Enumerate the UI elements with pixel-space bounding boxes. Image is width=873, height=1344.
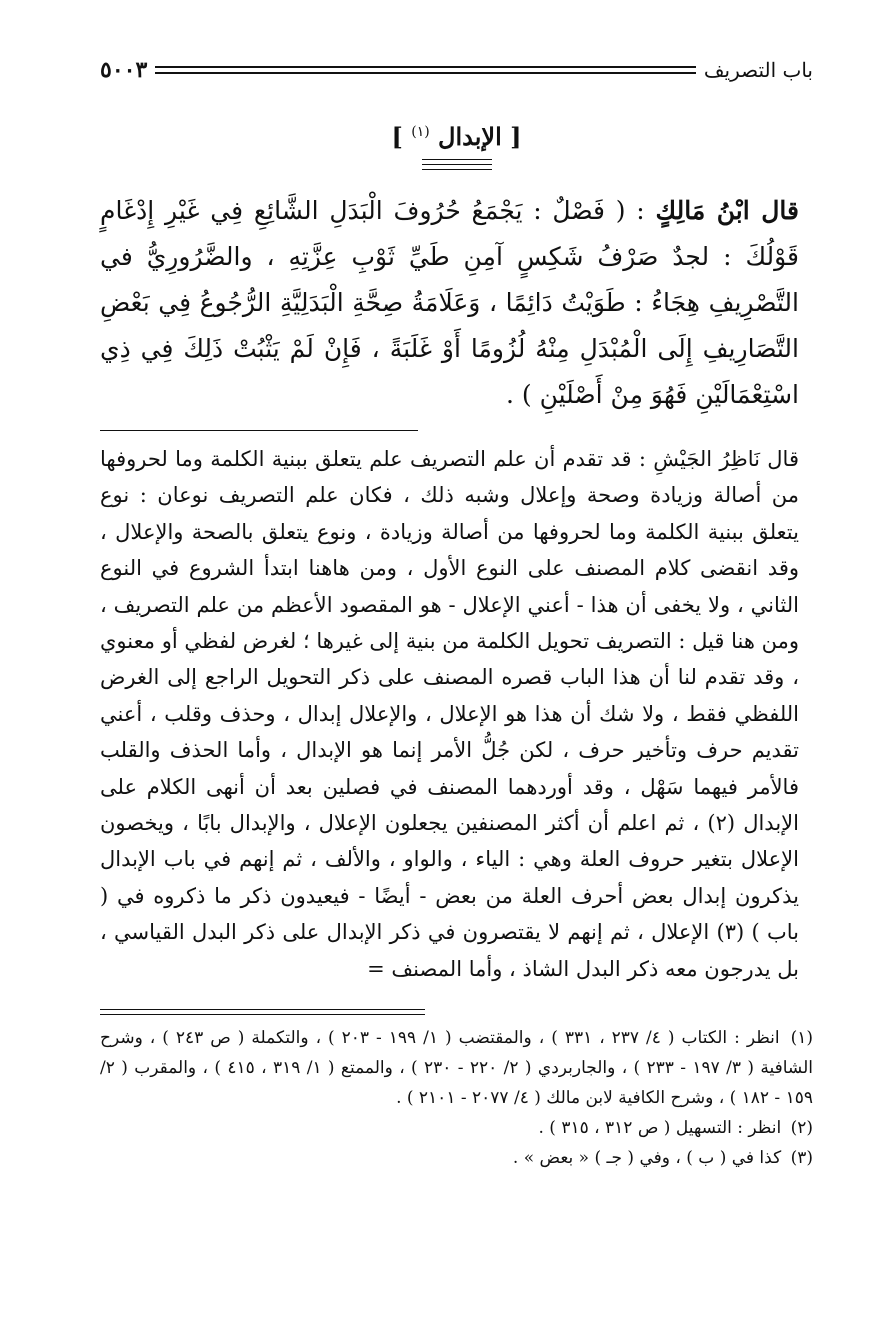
footnote-number: (٣) <box>790 1148 813 1169</box>
sharh-text-2: ، ثم اعلم أن أكثر المصنفين يجعلون الإعلال ، والإبدال بابًا ، ويخصون الإعلال بتغير حروف العلة وهي : الياء ، والواو ، والألف ، ثم إنهم في باب الإبدال يذكرون إبدال بعض أحرف العلة من بعض - أيضًا - فيعيدون ذكر ما ذكروه في ( باب ) <box>100 811 799 945</box>
header-rule <box>155 66 696 74</box>
sharh-text-3: الإعلال ، ثم إنهم لا يقتصرون في ذكر الإبدال على ذكر البدل القياسي ، بل يدرجون معه ذكر البدل الشاذ ، وأما المصنف = <box>100 920 799 981</box>
section-title-text: [ الإبدال <box>438 122 522 151</box>
chapter-title: باب التصريف <box>703 58 813 82</box>
footnote-1 <box>100 1023 813 1113</box>
footnote-text: انظر : الكتاب ( ٤/ ٢٣٧ ، ٣٣١ ) ، والمقتضب ( ١/ ١٩٩ - ٢٠٣ ) ، والتكملة ( ص ٢٤٣ ) ، وشرح الشافية ( ٣/ ١٩٧ - ٢٣٣ ) ، والجاربردي ( ٢/ ٢٢٠ - ٢٣٠ ) ، والممتع ( ١/ ٣١٩ ، ٤١٥ ) ، والمقرب ( ٢/ ١٥٩ - ١٨٢ ) ، وشرح الكافية لابن مالك ( ٤/ ٢٠٧٧ - ٢١٠١ ) . <box>100 1028 813 1109</box>
footnote-ref-3: (٣) <box>716 920 745 945</box>
section-title-bracket: ] <box>391 122 403 151</box>
matn-separator <box>100 430 418 431</box>
matn-speaker: قال ابْنُ مَالِكٍ <box>655 196 799 225</box>
book-page <box>100 52 813 1173</box>
sharh-text-1: : قد تقدم أن علم التصريف علم يتعلق ببنية الكلمة وما لحروفها من أصالة وزيادة وصحة وإعلال وشبه ذلك ، فكان علم التصريف نوعان : نوع يتعلق ببنية الكلمة وما لحروفها من أصالة وزيادة ، ونوع يتعلق بالصحة والإعلال ، وقد انقضى كلام المصنف على النوع الأول ، ومن هاهنا ابتدأ الشروع في النوع الثاني ، ولا يخفى أن هذا - أعني الإعلال - هو المقصود الأعظم من علم التصريف ، ومن هنا قيل : التصريف تحويل الكلمة من بنية إلى غيرها ؛ لغرض لفظي أو معنوي ، وقد تقدم لنا أن هذا الباب قصره المصنف على ذكر التحويل الراجع إلى الغرض اللفظي فقط ، ولا شك أن هذا هو الإعلال ، والإعلال إبدال ، وحذف وقلب ، أعني تقديم حرف وتأخير حرف ، لكن جُلُّ الأمر إنما هو الإبدال ، وأما الحذف والقلب فالأمر فيهما سَهْل ، وقد أوردهما المصنف في فصلين بعد أن أنهى الكلام على الإبدال <box>100 447 799 836</box>
footnote-text: كذا في ( ب ) ، وفي ( جـ ) « بعض » . <box>512 1148 782 1169</box>
sharh-paragraph <box>100 441 813 987</box>
sharh-speaker: قال نَاظِرُ الجَيْشِ <box>653 447 799 471</box>
title-underline <box>422 159 492 170</box>
footnote-2 <box>100 1113 813 1143</box>
matn-paragraph <box>100 188 813 418</box>
footnote-number: (١) <box>790 1028 814 1049</box>
section-title <box>100 122 813 151</box>
footnote-text: انظر : التسهيل ( ص ٣١٢ ، ٣١٥ ) . <box>538 1118 782 1139</box>
footnote-ref-1: (١) <box>411 124 430 140</box>
matn-text: : ( فَصْلٌ : يَجْمَعُ حُرُوفَ الْبَدَلِ الشَّائِعِ فِي غَيْرِ إِدْغَامٍ قَوْلُكَ : لجدٌ صَرْفُ شَكِسٍ آمِنِ طَيِّ ثَوْبِ عِزَّتِهِ ، والضَّرُورِيُّ في التَّصْرِيفِ هِجَاءُ : طَوَيْتُ دَائِمًا ، وَعَلَامَةُ صِحَّةِ الْبَدَلِيَّةِ الرُّجُوعُ فِي بَعْضِ التَّصَارِيفِ إِلَى الْمُبْدَلِ مِنْهُ لُزُومًا أَوْ غَلَبَةً ، فَإِنْ لَمْ يَثْبُتْ ذَلِكَ فِي ذِي اسْتِعْمَالَيْنِ فَهُوَ مِنْ أَصْلَيْنِ ) . <box>100 196 799 409</box>
page-number: ٥٠٠٣ <box>100 57 148 83</box>
footnote-separator <box>100 1009 425 1015</box>
footnote-3 <box>100 1143 813 1173</box>
running-header <box>100 52 813 88</box>
footnote-ref-2: (٢) <box>707 811 736 836</box>
footnotes <box>100 1023 813 1173</box>
footnote-number: (٢) <box>790 1118 813 1139</box>
